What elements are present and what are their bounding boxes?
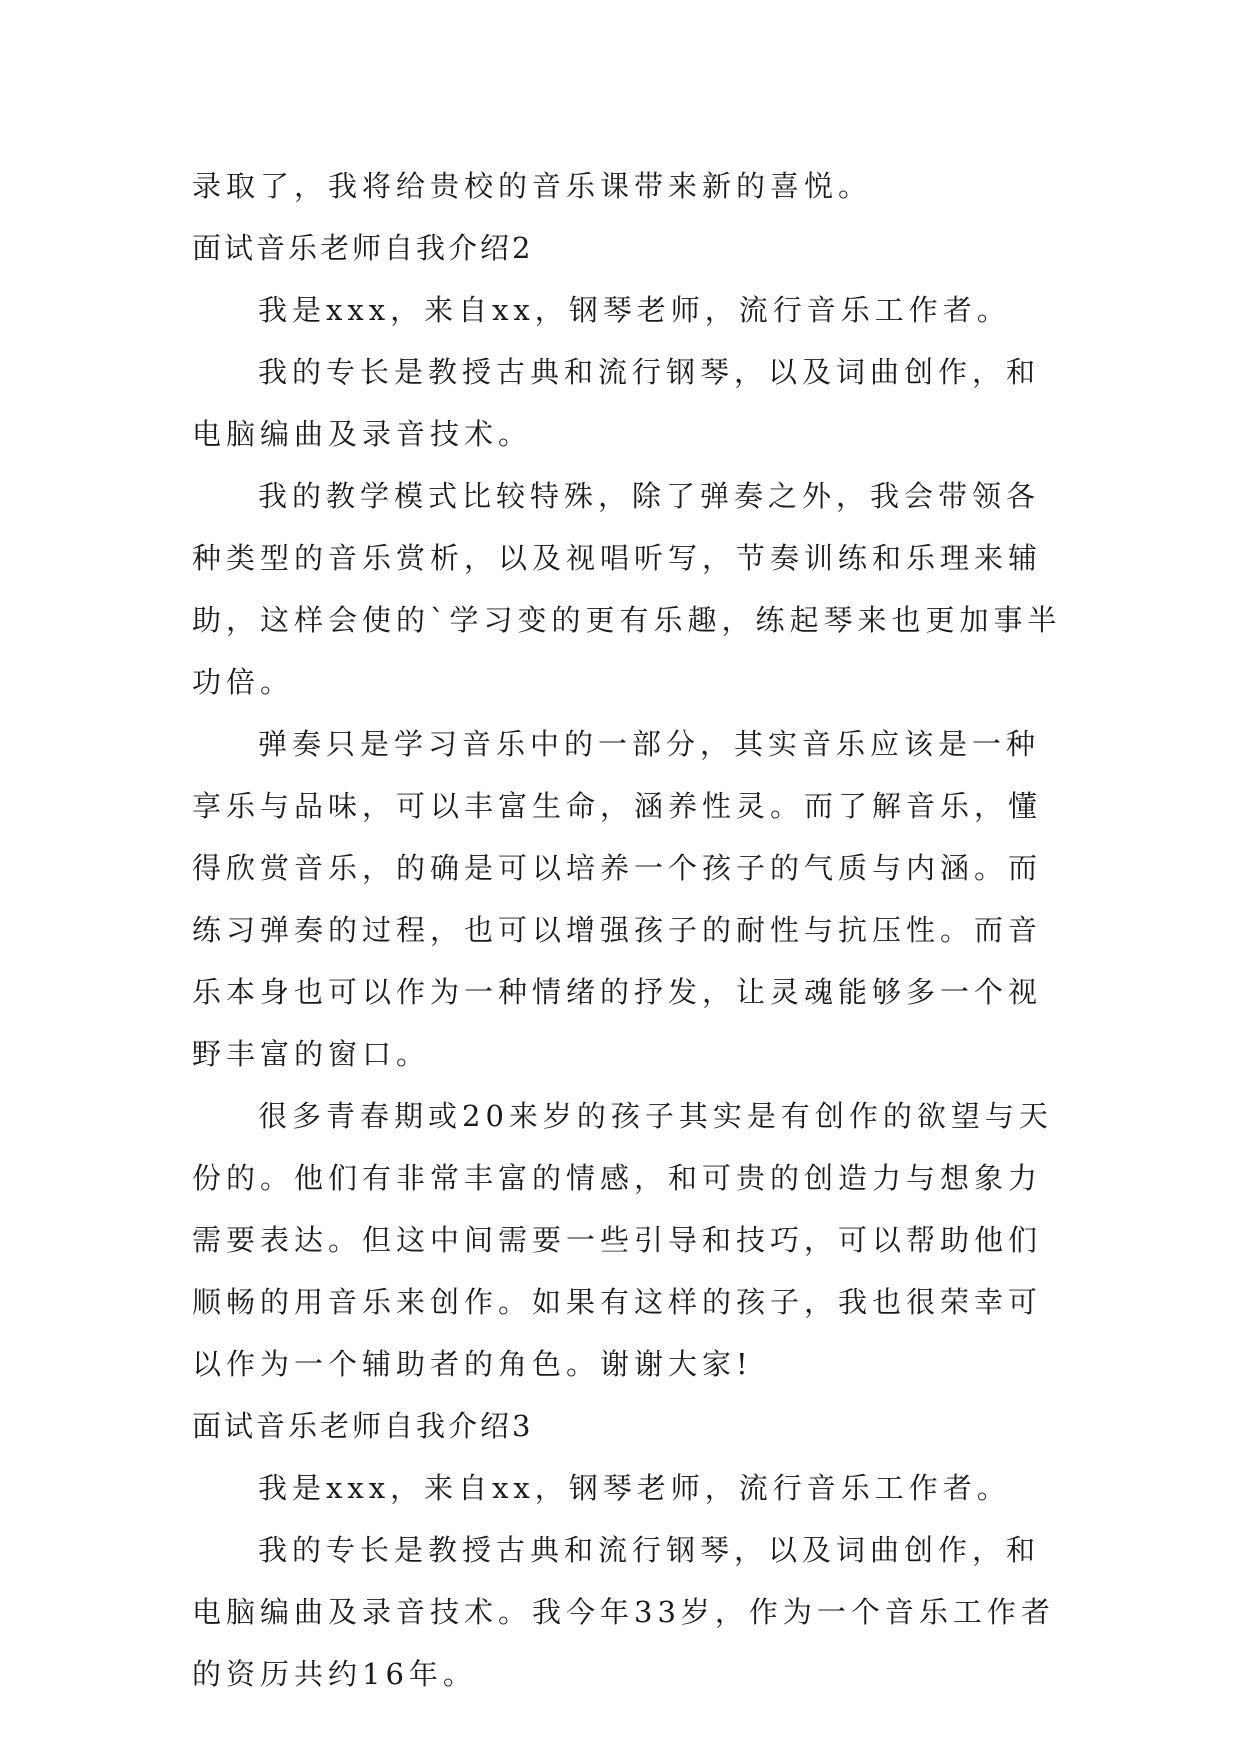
paragraph: 我的教学模式比较特殊，除了弹奏之外，我会带领各种类型的音乐赏析，以及视唱听写，节奏训练和乐理来辅助，这样会使的`学习变的更有乐趣，练起琴来也更加事半功倍。 <box>192 479 1062 699</box>
section-heading-3: 面试音乐老师自我介绍3 <box>192 1409 534 1443</box>
section-heading-2: 面试音乐老师自我介绍2 <box>192 231 534 265</box>
paragraph: 弹奏只是学习音乐中的一部分，其实音乐应该是一种享乐与品味，可以丰富生命，涵养性灵。而了解音乐，懂得欣赏音乐，的确是可以培养一个孩子的气质与内涵。而练习弹奏的过程，也可以增强孩子的耐性与抗压性。而音乐本身也可以作为一种情绪的抒发，让灵魂能够多一个视野丰富的窗口。 <box>192 727 1043 1071</box>
paragraph: 我是xxx，来自xx，钢琴老师，流行音乐工作者。 <box>258 1471 1011 1505</box>
paragraph-continuation: 录取了，我将给贵校的音乐课带来新的喜悦。 <box>192 169 873 203</box>
paragraph: 我的专长是教授古典和流行钢琴，以及词曲创作，和电脑编曲及录音技术。我今年33岁，作为一个音乐工作者的资历共约16年。 <box>192 1533 1055 1691</box>
paragraph: 我是xxx，来自xx，钢琴老师，流行音乐工作者。 <box>258 293 1011 327</box>
paragraph: 很多青春期或20来岁的孩子其实是有创作的欲望与天份的。他们有非常丰富的情感，和可贵的创造力与想象力需要表达。但这中间需要一些引导和技巧，可以帮助他们顺畅的用音乐来创作。如果有这样的孩子，我也很荣幸可以作为一个辅助者的角色。谢谢大家! <box>192 1099 1053 1381</box>
document-body <box>192 155 1072 1705</box>
paragraph: 我的专长是教授古典和流行钢琴，以及词曲创作，和电脑编曲及录音技术。 <box>192 355 1041 451</box>
